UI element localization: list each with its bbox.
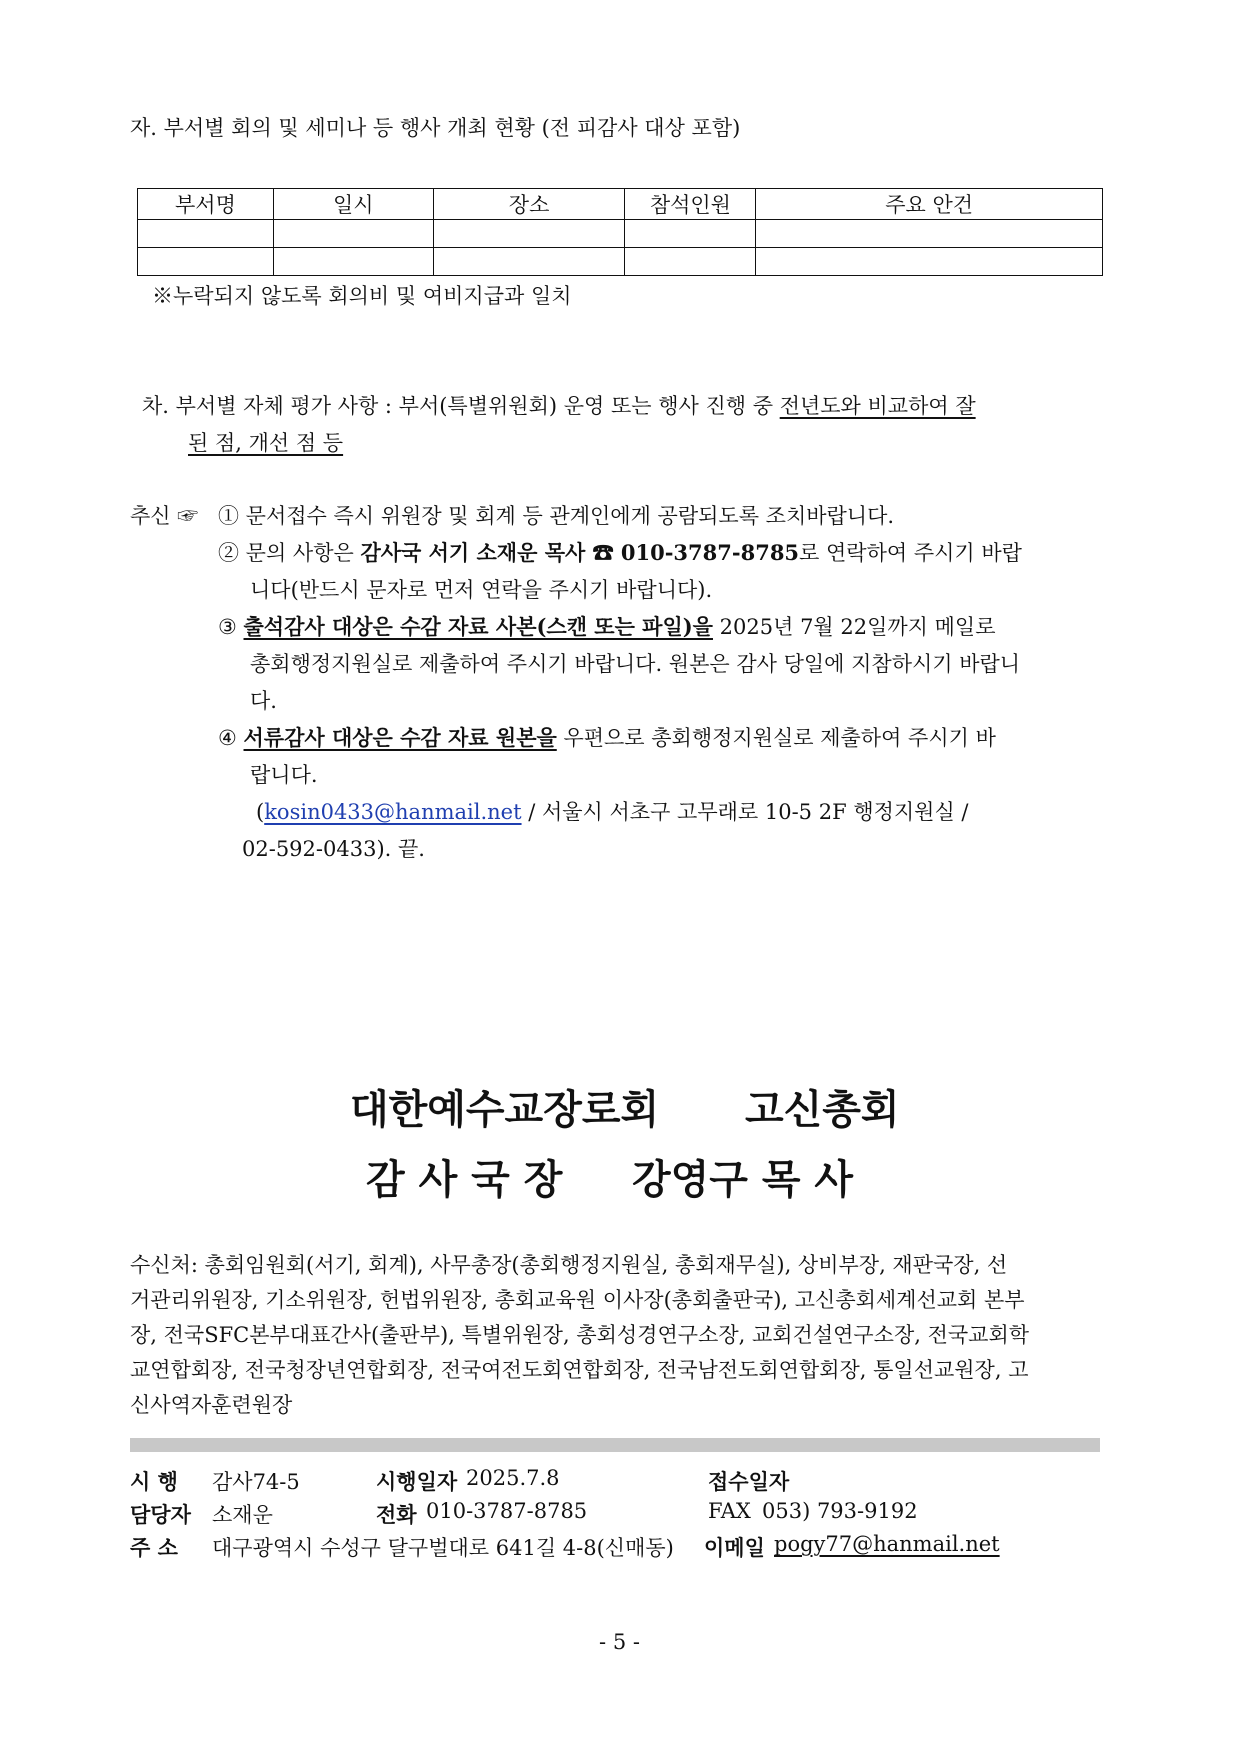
- postscript-label: 추신 ☞: [130, 504, 199, 528]
- org-name-left: 대한예수교장로회: [350, 1087, 660, 1133]
- recipients-list: [130, 1248, 1108, 1423]
- footer-value-email[interactable]: pogy77@hanmail.net: [774, 1532, 1000, 1556]
- divider-bar: [130, 1438, 1100, 1452]
- footer-label-issue-date: 시행일자: [376, 1469, 458, 1494]
- footer-label-address: 주 소: [130, 1535, 178, 1560]
- note-item-3-line3: 다.: [250, 689, 277, 713]
- table-header-row: [138, 189, 1103, 220]
- footer-label-issue: 시 행: [130, 1469, 178, 1494]
- section-cha-underlined: 전년도와 비교하여 잘: [779, 394, 976, 418]
- note-item-3-prefix: ③: [218, 615, 244, 639]
- table-cell: [756, 220, 1103, 248]
- contact-paren: (: [256, 800, 265, 824]
- footer-label-receipt-date: 접수일자: [708, 1469, 790, 1494]
- table-cell: [138, 220, 274, 248]
- recipients-line: 거관리위원장, 기소위원장, 헌법위원장, 총회교육원 이사장(총회출판국), 고신총회세계선교회 본부: [130, 1288, 1025, 1312]
- footer-label-email: 이메일: [704, 1535, 765, 1560]
- note-item-2: [218, 537, 1022, 567]
- footer-value-issue: 감사74-5: [212, 1470, 300, 1494]
- note-item-3-suffix: 2025년 7월 22일까지 메일로: [712, 615, 996, 639]
- table-cell: [273, 220, 433, 248]
- note-item-2-suffix: 로 연락하여 주시기 바랍: [799, 541, 1022, 565]
- contact-address: / 서울시 서초구 고무래로 10-5 2F 행정지원실 /: [521, 800, 969, 824]
- signer-title: 감 사 국 장: [366, 1157, 563, 1203]
- note-item-4-emphasis: 서류감사 대상은 수감 자료 원본을: [243, 725, 557, 750]
- contact-phone-end: 02-592-0433). 끝.: [242, 837, 425, 861]
- footer-value-address: 대구광역시 수성구 달구벌대로 641길 4-8(신매동): [212, 1536, 674, 1560]
- col-header-dept: 부서명: [138, 189, 274, 220]
- note-item-3-emphasis: 출석감사 대상은 수감 자료 사본(스캔 또는 파일)을: [243, 614, 713, 639]
- table-cell: [756, 248, 1103, 276]
- note-item-2-prefix: ② 문의 사항은: [218, 541, 361, 565]
- note-item-4: [218, 722, 996, 752]
- footer-value-issue-date: 2025.7.8: [466, 1466, 560, 1490]
- events-table: [137, 188, 1103, 276]
- table-cell: [625, 248, 756, 276]
- footer-value-phone: 010-3787-8785: [426, 1499, 588, 1523]
- note-item-4-suffix: 우편으로 총회행정지원실로 제출하여 주시기 바: [556, 726, 996, 750]
- note-item-2-line2: 니다(반드시 문자로 먼저 연락을 주시기 바랍니다).: [250, 578, 713, 602]
- table-cell: [433, 220, 625, 248]
- recipients-line: 수신처: 총회임원회(서기, 회계), 사무총장(총회행정지원실, 총회재무실), 상비부장, 재판국장, 선: [130, 1253, 1008, 1277]
- note-item-1: ① 문서접수 즉시 위원장 및 회계 등 관계인에게 공람되도록 조치바랍니다.: [218, 504, 895, 528]
- org-name-right: 고신총회: [745, 1087, 900, 1133]
- section-cha-line1: [142, 390, 976, 420]
- col-header-attendees: 참석인원: [625, 189, 756, 220]
- table-row: [138, 220, 1103, 248]
- note-item-3: [218, 611, 996, 641]
- section-cha-text: 차. 부서별 자체 평가 사항 : 부서(특별위원회) 운영 또는 행사 진행 중: [142, 394, 780, 418]
- note-item-3-line2: 총회행정지원실로 제출하여 주시기 바랍니다. 원본은 감사 당일에 지참하시기 바랍니: [250, 652, 1021, 676]
- col-header-date: 일시: [273, 189, 433, 220]
- recipients-line: 장, 전국SFC본부대표간사(출판부), 특별위원장, 총회성경연구소장, 교회건설연구소장, 전국교회학: [130, 1323, 1030, 1347]
- contact-info: [256, 796, 969, 826]
- recipients-line: 교연합회장, 전국청장년연합회장, 전국여전도회연합회장, 전국남전도회연합회장, 통일선교원장, 고: [130, 1358, 1029, 1382]
- table-cell: [138, 248, 274, 276]
- table-cell: [625, 220, 756, 248]
- page-number: - 5 -: [599, 1630, 640, 1654]
- section-ja-note: ※누락되지 않도록 회의비 및 여비지급과 일치: [152, 284, 572, 308]
- footer-value-manager: 소재운: [212, 1503, 273, 1527]
- col-header-place: 장소: [433, 189, 625, 220]
- table-cell: [433, 248, 625, 276]
- contact-email-link[interactable]: kosin0433@hanmail.net: [264, 800, 522, 824]
- signer-name: 강영구 목 사: [632, 1157, 854, 1203]
- section-cha-line2: 된 점, 개선 점 등: [188, 431, 344, 455]
- note-item-4-line2: 랍니다.: [250, 763, 318, 787]
- note-item-4-prefix: ④: [218, 726, 244, 750]
- footer-label-fax: FAX: [708, 1499, 751, 1523]
- footer-label-phone: 전화: [376, 1502, 417, 1527]
- section-ja-heading: 자. 부서별 회의 및 세미나 등 행사 개최 현황 (전 피감사 대상 포함): [130, 116, 741, 140]
- recipients-line: 신사역자훈련원장: [130, 1393, 293, 1417]
- table-row: [138, 248, 1103, 276]
- note-item-2-contact: 감사국 서기 소재운 목사 ☎ 010-3787-8785: [360, 540, 800, 565]
- footer-value-fax: 053) 793-9192: [762, 1499, 918, 1523]
- table-cell: [273, 248, 433, 276]
- footer-label-manager: 담당자: [130, 1502, 191, 1527]
- col-header-agenda: 주요 안건: [756, 189, 1103, 220]
